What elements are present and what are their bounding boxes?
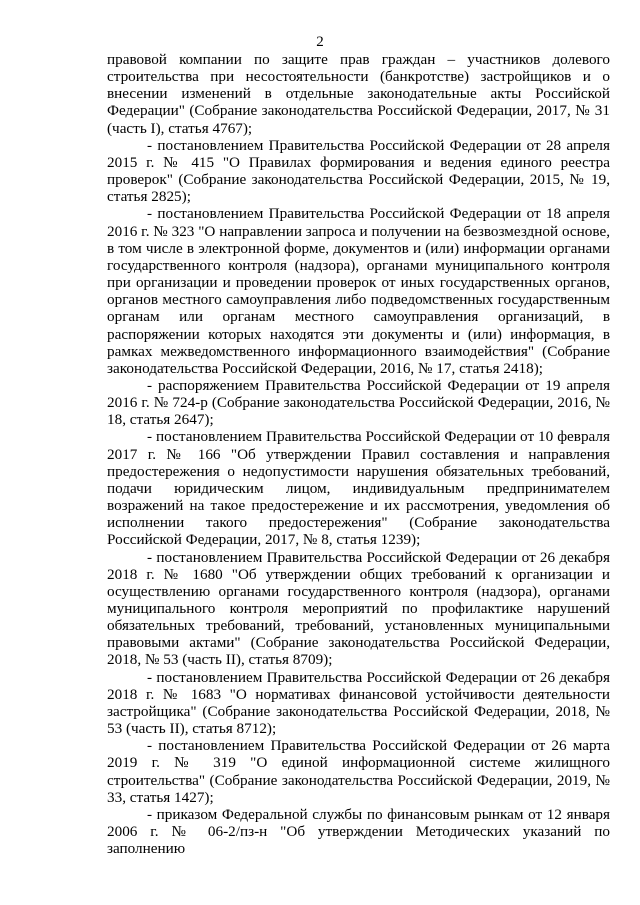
paragraph-list-item: - постановлением Правительства Российской Федерации от 26 марта 2019 г. № 319 "О единой информационной системе жилищного строительства" (Собрание законодательства Российской Федерации, 2019, № 33, статья 1427); [107,737,610,806]
paragraph-list-item: - постановлением Правительства Российской Федерации от 26 декабря 2018 г. № 1683 "О нормативах финансовой устойчивости деятельности застройщика" (Собрание законодательства Российской Федерации, 2018, № 53 (часть II), статья 8712); [107,668,610,738]
paragraph-list-item: - распоряжением Правительства Российской Федерации от 19 апреля 2016 г. № 724-р (Собрание законодательства Российской Федерации, 2016, № 18, статья 2647); [107,376,610,429]
paragraph-continuation: правовой компании по защите прав граждан – участников долевого строительства при несостоятельности (банкротстве) застройщиков и о внесении изменений в отдельные законодательные акты Российской Федерации" (Собрание законодательства Российской Федерации, 2017, № 31 (часть I), статья 4767); [107,51,610,137]
paragraph-list-item: - постановлением Правительства Российской Федерации от 28 апреля 2015 г. № 415 "О Правилах формирования и ведения единого реестра проверок" (Собрание законодательства Российской Федерации, 2015, № 19, статья 2825); [107,136,610,206]
page-number: 2 [316,34,324,50]
paragraph-list-item: - постановлением Правительства Российской Федерации от 10 февраля 2017 г. № 166 "Об утверждении Правил составления и направления предостережения о недопустимости нарушения обязательных требований, подачи юридическим лицом, индивидуальным предпринимателем возражений на такое предостережение и их рассмотрения, уведомления об исполнении такого предостережения" (Собрание законодательства Российской Федерации, 2017, № 8, статья 1239); [107,428,610,549]
paragraph-list-item: - постановлением Правительства Российской Федерации от 26 декабря 2018 г. № 1680 "Об утверждении общих требований к организации и осуществлению органами государственного контроля (надзора), органами муниципального контроля мероприятий по профилактике нарушений обязательных требований, требований, установленных муниципальными правовыми актами" (Собрание законодательства Российской Федерации, 2018, № 53 (часть II), статья 8709); [107,548,610,669]
paragraph-list-item: - приказом Федеральной службы по финансовым рынкам от 12 января 2006 г. № 06-2/пз-н "Об утверждении Методических указаний по заполнению [107,805,610,858]
document-body [107,51,610,857]
paragraph-list-item: - постановлением Правительства Российской Федерации от 18 апреля 2016 г. № 323 "О направлении запроса и получении на безвозмездной основе, в том числе в электронной форме, документов и (или) информации органами государственного контроля (надзора), органами муниципального контроля при организации и проведении проверок от иных государственных органов, органов местного самоуправления либо подведомственных государственным органам или органам местного самоуправления организаций, в распоряжении которых находятся эти документы и (или) информация, в рамках межведомственного информационного взаимодействия" (Собрание законодательства Российской Федерации, 2016, № 17, статья 2418); [107,205,610,377]
